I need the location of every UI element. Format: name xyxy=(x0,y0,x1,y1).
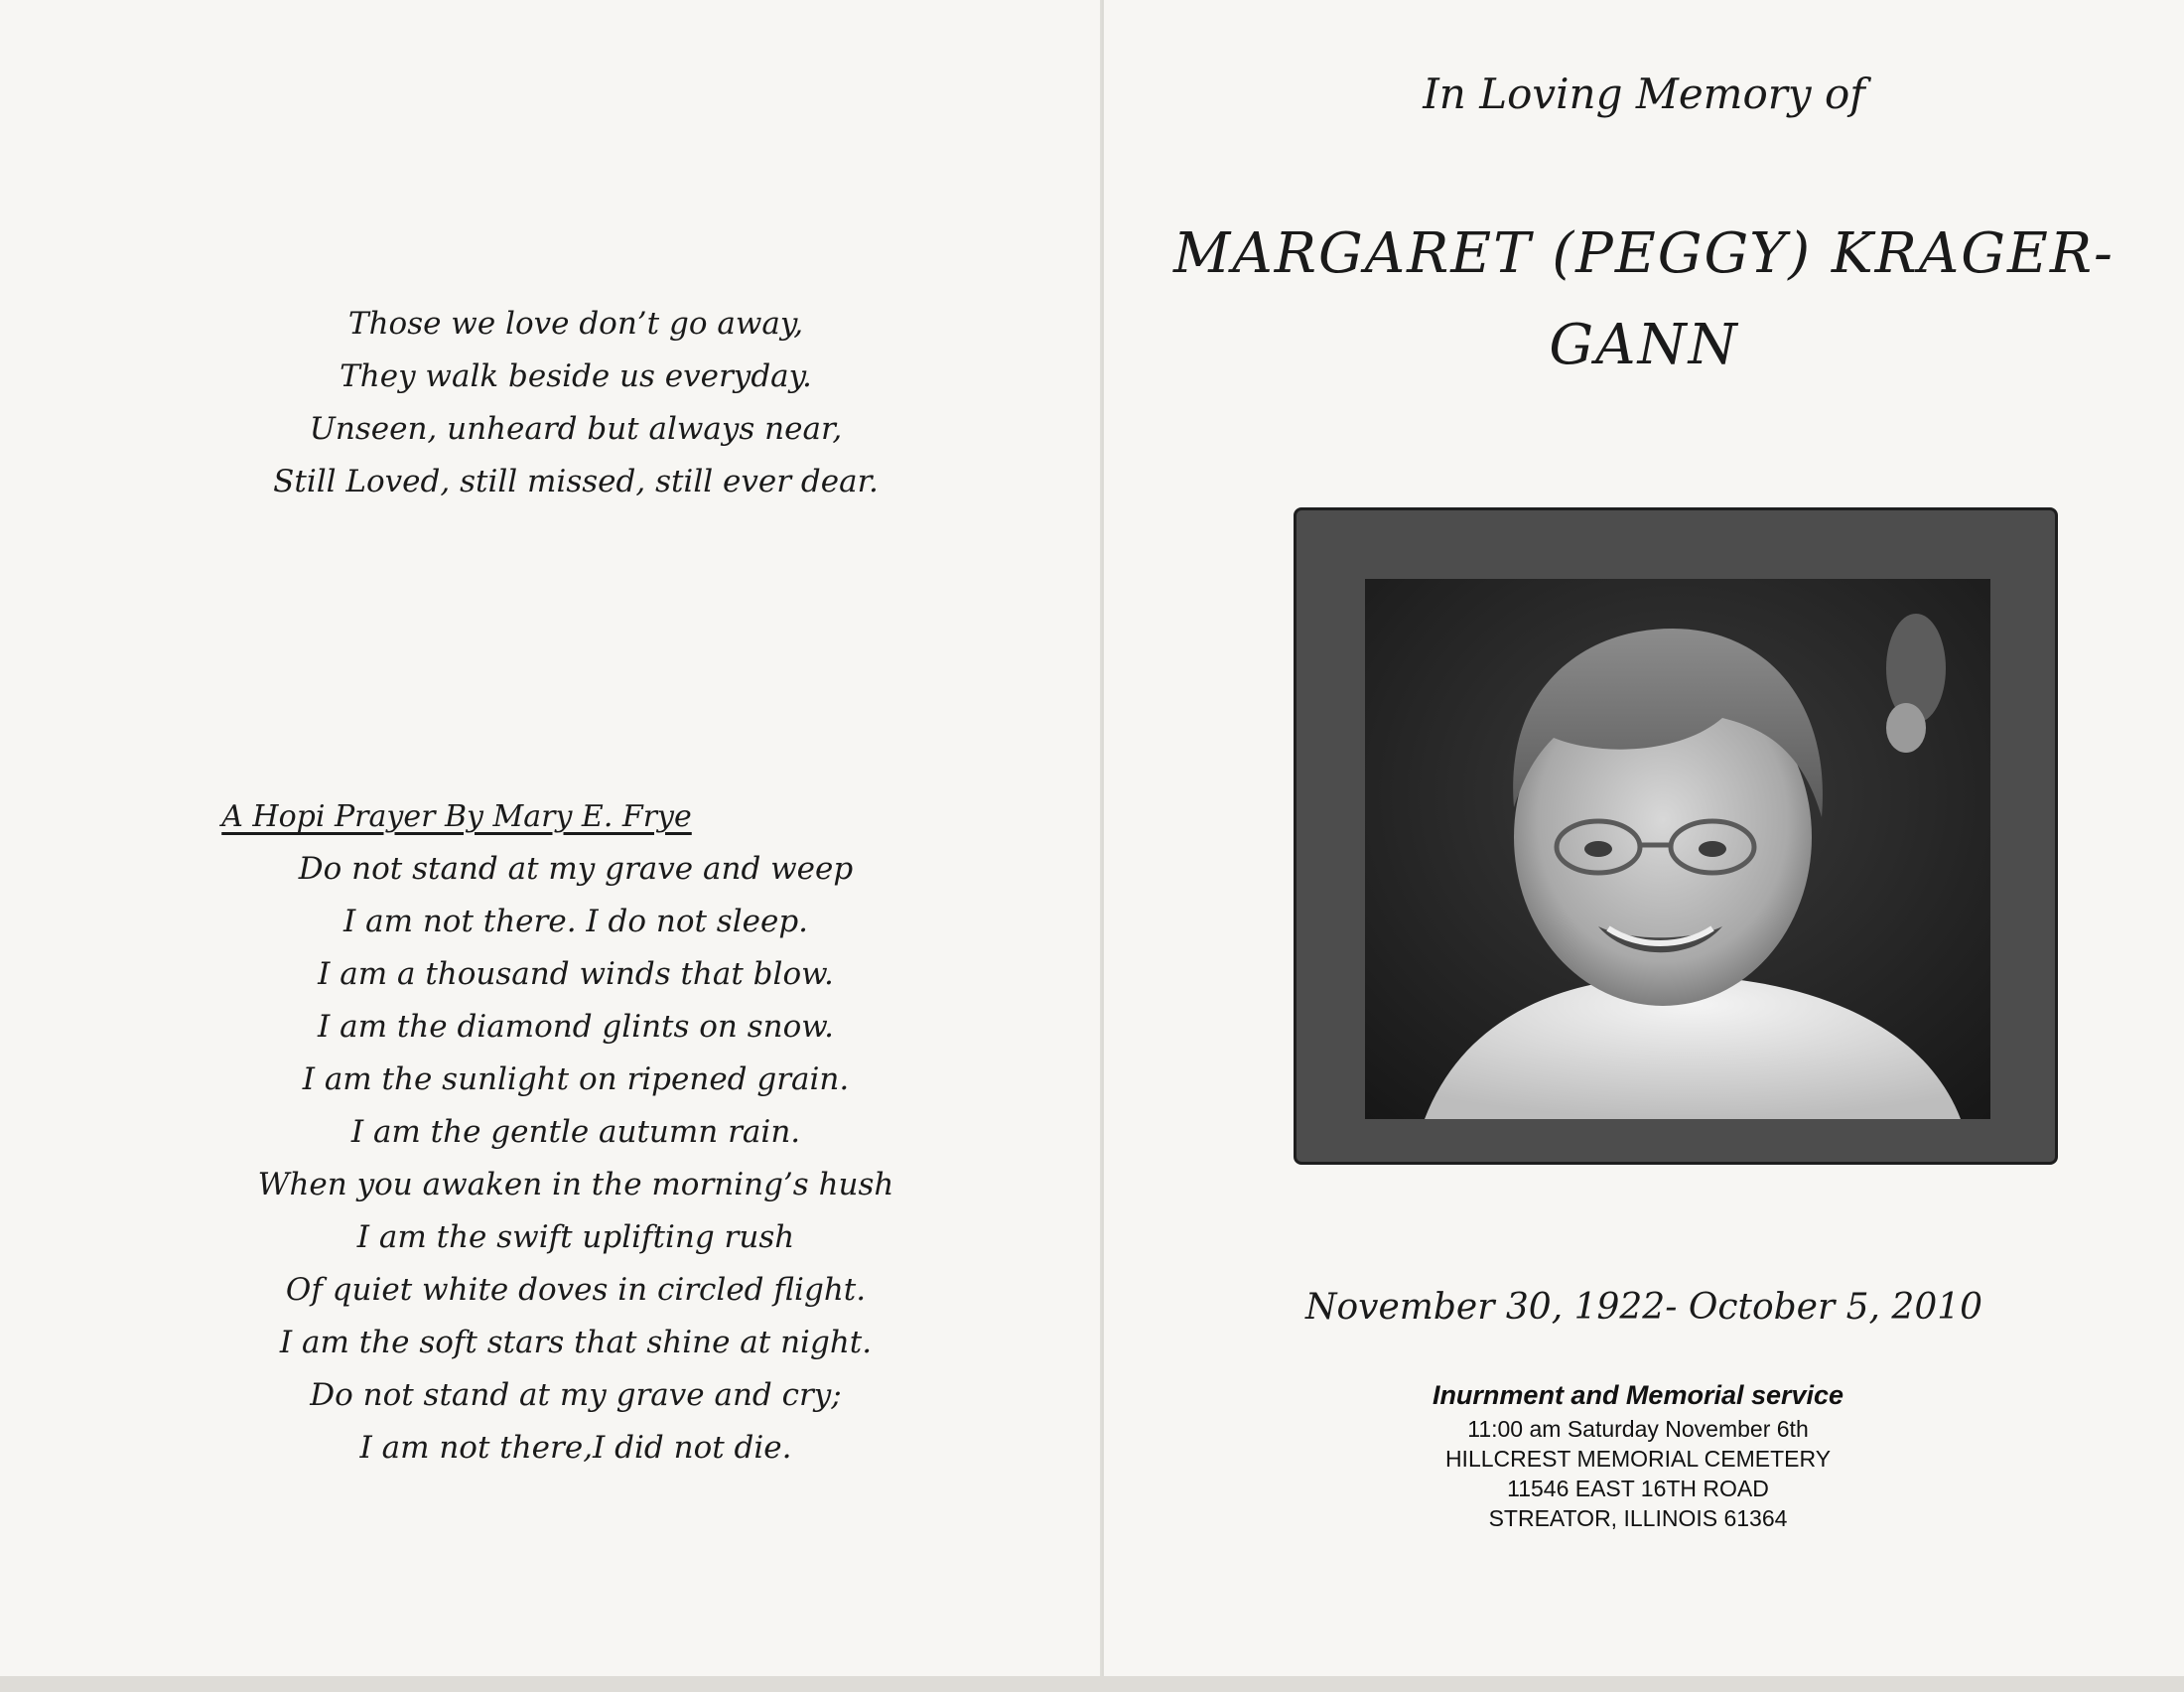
portrait-frame xyxy=(1294,507,2058,1165)
prayer-line: Do not stand at my grave and cry; xyxy=(310,1377,842,1413)
poem-line: Unseen, unheard but always near, xyxy=(309,411,843,447)
service-place: HILLCREST MEMORIAL CEMETERY xyxy=(1444,1446,1832,1472)
prayer-line: I am a thousand winds that blow. xyxy=(318,956,834,992)
service-street: 11546 EAST 16TH ROAD xyxy=(1507,1476,1769,1501)
life-dates: November 30, 1922- October 5, 2010 xyxy=(1304,1287,1983,1328)
poem-line: They walk beside us everyday. xyxy=(340,358,812,394)
prayer-title-row xyxy=(169,790,983,843)
memorial-heading: In Loving Memory of xyxy=(1423,70,1865,118)
memorial-poem xyxy=(199,298,953,508)
prayer-line: I am the sunlight on ripened grain. xyxy=(302,1061,850,1097)
page-bottom-edge xyxy=(0,1676,2184,1692)
service-details xyxy=(1191,1376,2085,1533)
prayer-line: I am the swift uplifting rush xyxy=(356,1219,795,1255)
poem-line: Still Loved, still missed, still ever dear. xyxy=(273,464,879,499)
prayer-line: I am the gentle autumn rain. xyxy=(350,1114,801,1150)
prayer-line: I am not there,I did not die. xyxy=(359,1430,792,1466)
deceased-name xyxy=(1104,209,2184,391)
portrait-photo xyxy=(1365,579,1990,1119)
name-line-1: MARGARET (PEGGY) KRAGER- xyxy=(1173,221,2115,286)
hopi-prayer xyxy=(169,790,983,1475)
prayer-line: I am the soft stars that shine at night. xyxy=(279,1325,873,1360)
prayer-line: Of quiet white doves in circled flight. xyxy=(285,1272,867,1308)
prayer-line: I am the diamond glints on snow. xyxy=(317,1009,834,1045)
service-time: 11:00 am Saturday November 6th xyxy=(1467,1416,1809,1442)
service-title: Inurnment and Memorial service xyxy=(1432,1380,1844,1410)
prayer-line: When you awaken in the morning’s hush xyxy=(257,1167,894,1202)
name-line-2: GANN xyxy=(1549,313,1739,377)
prayer-line: Do not stand at my grave and weep xyxy=(298,851,854,887)
service-city: STREATOR, ILLINOIS 61364 xyxy=(1488,1505,1788,1531)
poem-line: Those we love don’t go away, xyxy=(347,306,804,342)
prayer-line: I am not there. I do not sleep. xyxy=(342,904,809,939)
portrait-image xyxy=(1365,579,1990,1119)
prayer-title: A Hopi Prayer By Mary E. Frye xyxy=(221,799,692,834)
